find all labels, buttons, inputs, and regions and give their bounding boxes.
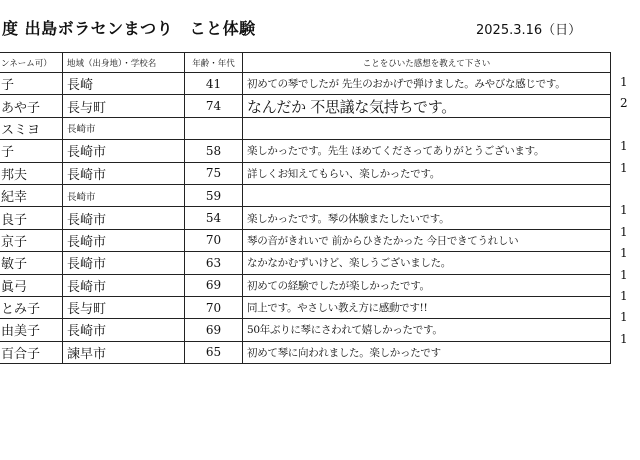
cell-region: 長崎市 (63, 319, 185, 341)
column-header-age: 年齢・年代 (185, 53, 243, 73)
cell-region: 長崎市 (63, 162, 185, 184)
cell-age: 41 (185, 73, 243, 95)
cell-region: 長崎市 (63, 117, 185, 139)
tally-mark: 1 (620, 246, 628, 261)
cell-comment (243, 117, 611, 139)
document-date: 2025.3.16（日） (476, 23, 582, 38)
table-header-row (0, 53, 611, 73)
tally-mark (614, 179, 640, 200)
table-row (0, 341, 611, 363)
cell-name: 眞弓 (0, 274, 63, 296)
cell-age: 70 (185, 296, 243, 318)
cell-comment: 初めて琴に向われました。楽しかったです (243, 341, 611, 363)
cell-region: 諫早市 (63, 341, 185, 363)
table-row (0, 296, 611, 318)
cell-region: 長崎市 (63, 274, 185, 296)
column-header-comment: ことをひいた感想を教えて下さい (243, 53, 611, 73)
cell-name: 百合子 (0, 341, 63, 363)
cell-age: 63 (185, 252, 243, 274)
tally-mark: 1 (620, 139, 628, 154)
table-row (0, 140, 611, 162)
cell-comment: 楽しかったです。先生 ほめてくださってありがとうございます。 (243, 140, 611, 162)
cell-region: 長崎市 (63, 252, 185, 274)
cell-age: 75 (185, 162, 243, 184)
table-row (0, 117, 611, 139)
cell-region: 長崎市 (63, 140, 185, 162)
cell-age: 70 (185, 229, 243, 251)
cell-region: 長崎市 (63, 229, 185, 251)
cell-comment: 初めての経験でしたが楽しかったです。 (243, 274, 611, 296)
cell-comment: なんだか 不思議な気持ちです。 (243, 95, 611, 117)
cell-age (185, 117, 243, 139)
cell-age: 58 (185, 140, 243, 162)
cell-age: 69 (185, 274, 243, 296)
cell-comment: 詳しくお知えてもらい、楽しかったです。 (243, 162, 611, 184)
cell-comment: 50年ぶりに琴にさわれて嬉しかったです。 (243, 319, 611, 341)
cell-name: 敏子 (0, 252, 63, 274)
table-row (0, 229, 611, 251)
tally-mark (614, 115, 640, 136)
tally-mark: 2 (620, 96, 628, 111)
tally-mark: 1 (620, 224, 628, 239)
cell-age: 69 (185, 319, 243, 341)
table-row (0, 73, 611, 95)
cell-region: 長崎 (63, 73, 185, 95)
cell-name: あや子 (0, 95, 63, 117)
cell-region: 長崎市 (63, 207, 185, 229)
cell-comment: 楽しかったです。琴の体験またしたいです。 (243, 207, 611, 229)
cell-name: 京子 (0, 229, 63, 251)
tally-mark: 1 (620, 203, 628, 218)
table-row (0, 184, 611, 206)
cell-name: スミヨ (0, 117, 63, 139)
cell-name: 邦夫 (0, 162, 63, 184)
cell-age: 54 (185, 207, 243, 229)
cell-region: 長崎市 (63, 184, 185, 206)
table-row (0, 274, 611, 296)
cell-age: 65 (185, 341, 243, 363)
cell-age: 74 (185, 95, 243, 117)
tally-mark: 1 (620, 160, 628, 175)
tally-mark: 1 (620, 288, 628, 303)
tally-mark: 1 (620, 310, 628, 325)
cell-name: 紀幸 (0, 184, 63, 206)
table-row (0, 95, 611, 117)
cell-comment: 同上です。やさしい教え方に感動です!! (243, 296, 611, 318)
table-row (0, 252, 611, 274)
tally-mark: 1 (620, 267, 628, 282)
table-row (0, 319, 611, 341)
document-title: 度 出島ボラセンまつり こと体験 (2, 19, 256, 38)
table-row (0, 162, 611, 184)
tally-mark: 1 (620, 331, 628, 346)
cell-name: 子 (0, 140, 63, 162)
cell-comment (243, 184, 611, 206)
table-row (0, 207, 611, 229)
column-header-name: ンネーム可） (0, 53, 63, 73)
cell-comment: なかなかむずいけど、楽しうございました。 (243, 252, 611, 274)
survey-table (0, 52, 611, 364)
cell-comment: 琴の音がきれいで 前からひきたかった 今日できてうれしい (243, 229, 611, 251)
cell-region: 長与町 (63, 95, 185, 117)
column-header-region: 地域（出身地）・学校名 (63, 53, 185, 73)
cell-region: 長与町 (63, 296, 185, 318)
tally-marks-column (614, 72, 640, 350)
cell-name: 良子 (0, 207, 63, 229)
cell-name: とみ子 (0, 296, 63, 318)
cell-age: 59 (185, 184, 243, 206)
cell-name: 子 (0, 73, 63, 95)
tally-mark: 1 (620, 75, 628, 89)
cell-name: 由美子 (0, 319, 63, 341)
cell-comment: 初めての琴でしたが 先生のおかげで弾けました。みやびな感じです。 (243, 73, 611, 95)
